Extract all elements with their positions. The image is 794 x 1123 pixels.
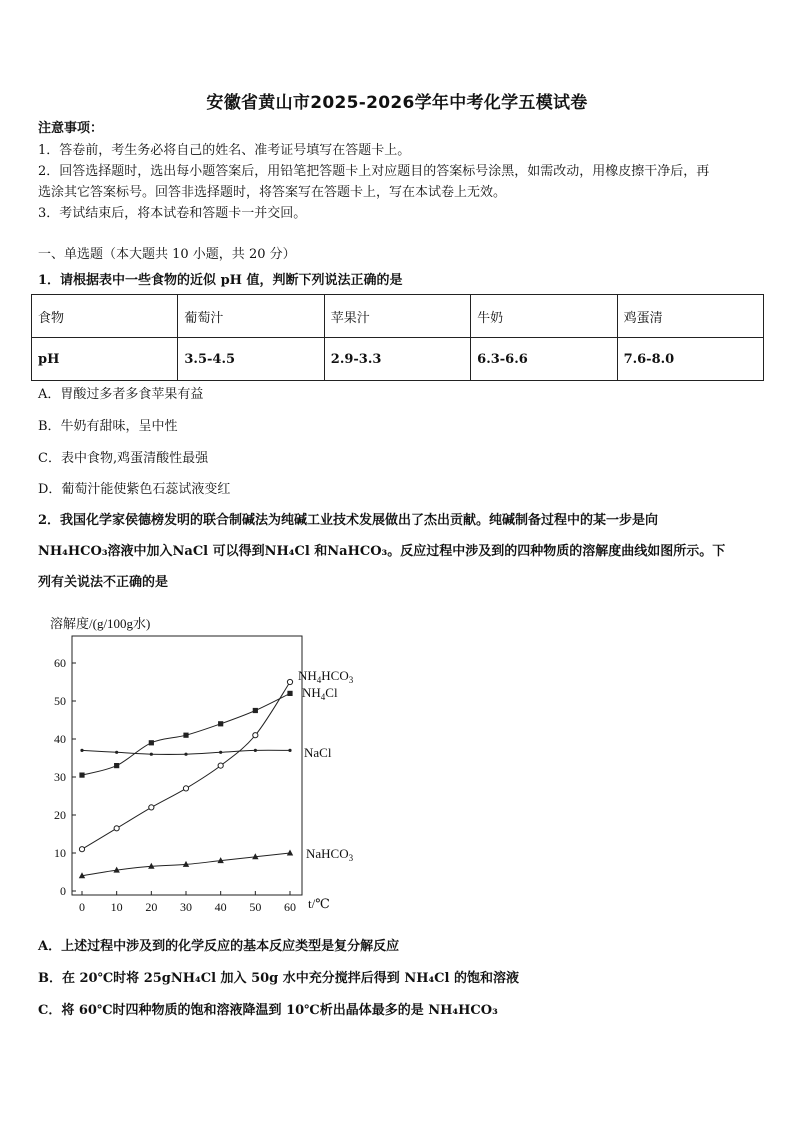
data-point [79,847,84,852]
table-cell: 苹果汁 [324,295,470,338]
x-tick-label: 50 [249,900,262,914]
x-axis-label: t/℃ [308,896,330,911]
table-cell: 葡萄汁 [178,295,324,338]
data-point [149,805,154,810]
question-1-option-a: A．胃酸过多者多食苹果有益 [38,387,204,402]
data-point [288,749,291,752]
x-tick-label: 20 [145,900,158,914]
data-point [79,773,84,778]
y-tick-label: 10 [54,846,66,860]
y-tick-label: 20 [54,808,66,822]
plot-frame [72,636,302,895]
ph-table [31,294,764,381]
y-tick-label: 50 [54,694,66,708]
notice-item: 1．答卷前，考生务必将自己的姓名、准考证号填写在答题卡上。 [38,143,411,158]
solubility-chart [40,612,380,917]
question-2-option-b: B．在 20℃时将 25gNH₄Cl 加入 50g 水中充分搅拌后得到 NH₄Cl 的饱和溶液 [38,971,519,986]
x-tick-label: 0 [79,900,85,914]
data-point [219,751,222,754]
x-tick-label: 30 [180,900,192,914]
data-point [218,763,223,768]
notice-item: 选涂其它答案标号。回答非选择题时，将答案写在答题卡上，写在本试卷上无效。 [38,185,507,200]
y-axis-label: 溶解度/(g/100g水) [50,616,151,631]
data-point [183,786,188,791]
data-point [114,763,119,768]
question-1-option-c: C．表中食物,鸡蛋清酸性最强 [38,451,209,466]
question-1-option-d: D．葡萄汁能使紫色石蕊试液变红 [38,482,231,497]
table-cell: 6.3-6.6 [471,338,617,381]
notice-item: 3．考试结束后，将本试卷和答题卡一并交回。 [38,206,307,221]
data-point [254,749,257,752]
question-2-stem-line: 列有关说法不正确的是 [38,575,169,590]
data-point [287,691,292,696]
data-point [253,708,258,713]
series-label-nh4hco3: $NH_4HCO_3$ [298,668,354,685]
notice-heading: 注意事项： [38,121,104,136]
question-2-stem-line: NH₄HCO₃溶液中加入NaCl 可以得到NH₄Cl 和NaHCO₃。反应过程中涉及到的四种物质的溶解度曲线如图所示。下 [38,544,726,559]
question-2-option-c: C．将 60℃时四种物质的饱和溶液降温到 10℃析出晶体最多的是 NH₄HCO₃ [38,1003,498,1018]
series-label-nh4cl: $NH_4Cl$ [302,685,338,702]
data-point [80,749,83,752]
y-tick-label: 30 [54,770,66,784]
table-cell: 鸡蛋清 [617,295,763,338]
table-cell: 3.5-4.5 [178,338,324,381]
data-point [114,826,119,831]
series-line-nh4hco3 [82,682,290,849]
x-tick-label: 60 [284,900,296,914]
table-cell: 牛奶 [471,295,617,338]
data-point [150,753,153,756]
y-tick-label: 0 [60,884,66,898]
section-heading: 一、单选题（本大题共 10 小题，共 20 分） [38,247,296,262]
page-title: 安徽省黄山市2025-2026学年中考化学五模试卷 [206,93,588,113]
table-row [32,295,764,338]
question-2-stem-line: 2．我国化学家侯德榜发明的联合制碱法为纯碱工业技术发展做出了杰出贡献。纯碱制备过程中的某一步是向 [38,513,659,528]
notice-item: 2．回答选择题时，选出每小题答案后，用铅笔把答题卡上对应题目的答案标号涂黑，如需改动，用橡皮擦干净后，再 [38,164,710,179]
question-2-option-a: A．上述过程中涉及到的化学反应的基本反应类型是复分解反应 [38,939,400,954]
table-cell: 2.9-3.3 [324,338,470,381]
x-tick-label: 40 [214,900,227,914]
data-point [183,733,188,738]
data-point [253,733,258,738]
data-point [184,753,187,756]
table-cell: 7.6-8.0 [617,338,763,381]
series-label-nahco3: NaHCO$_3$ [306,846,354,863]
question-1-option-b: B．牛奶有甜味，呈中性 [38,419,178,434]
series-label-nacl: NaCl [304,745,332,760]
table-cell: 食物 [32,295,178,338]
x-tick-label: 10 [110,900,123,914]
data-point [149,740,154,745]
data-point [218,721,223,726]
data-point [115,751,118,754]
table-row [32,338,764,381]
data-point [287,850,293,856]
data-point [287,679,292,684]
question-1-stem: 1．请根据表中一些食物的近似 pH 值，判断下列说法正确的是 [38,273,403,288]
y-tick-label: 60 [54,656,66,670]
table-cell: pH [32,338,178,381]
y-tick-label: 40 [54,732,66,746]
